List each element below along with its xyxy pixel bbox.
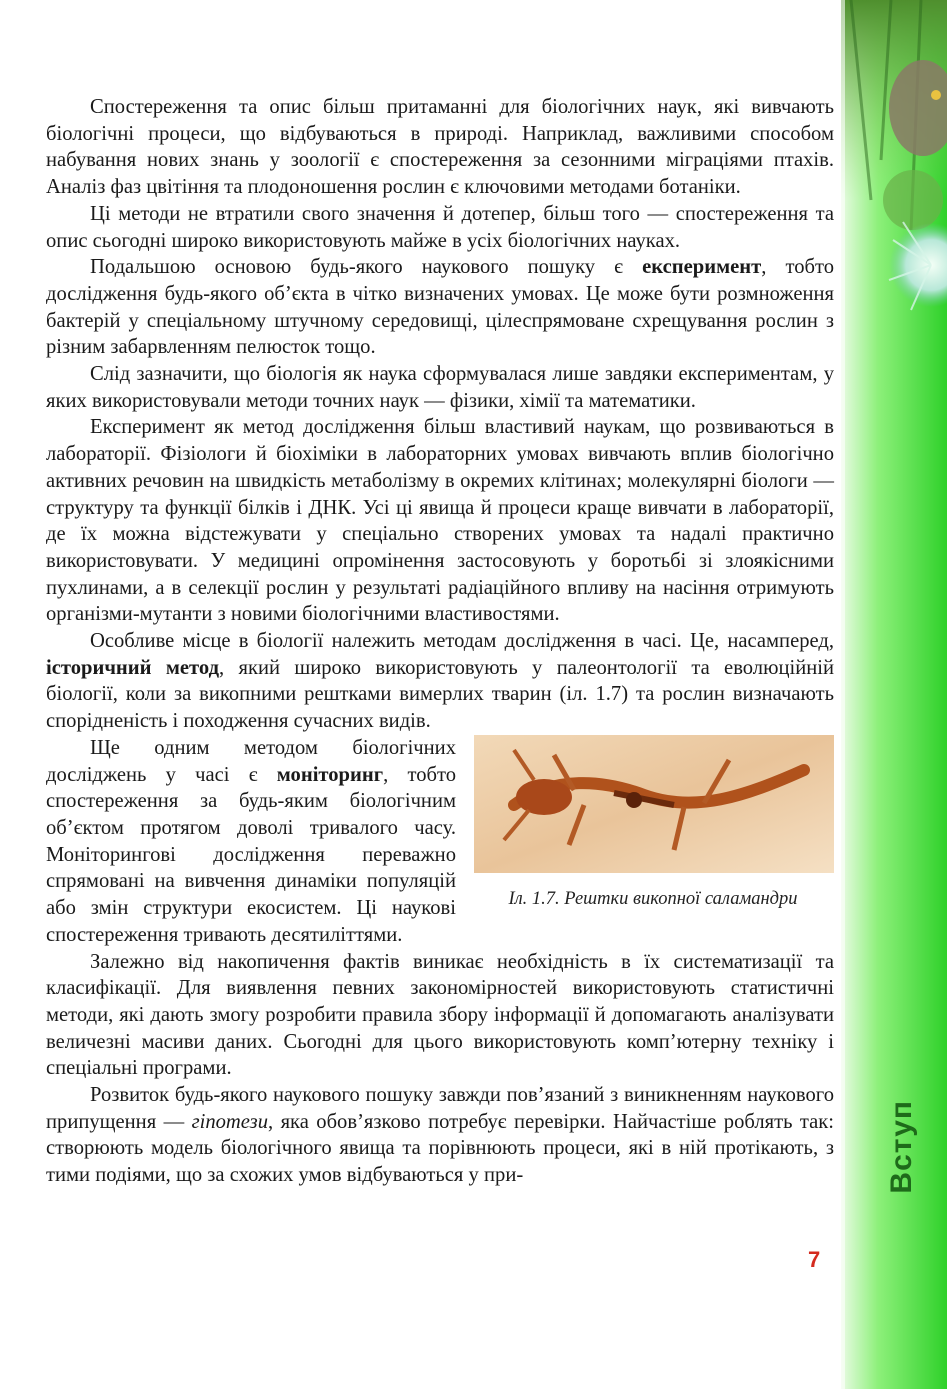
decorative-sidebar xyxy=(841,0,947,1389)
text-span: , тобто спостереження за будь-яким біологічним об’єктом протягом доволі тривалого часу. Моніторингові дослідження переважно спрямовані на вивчення динаміки популяцій або змін структури екосистем. Ці наукові спостереження тривають десятиліттями. xyxy=(46,763,456,946)
text-span: Подальшою основою будь-якого наукового пошуку є xyxy=(90,256,643,279)
paragraph-exact-sciences: Слід зазначити, що біологія як наука сформувалася лише завдяки експериментам, у яких використовували методи точних наук — фізики, хімії та математики. xyxy=(46,363,834,412)
section-label: Вступ xyxy=(885,1100,918,1194)
fossil-salamander-image xyxy=(474,735,834,873)
figure-salamander xyxy=(472,735,834,910)
paragraph-monitoring xyxy=(46,735,456,949)
text-span: Особливе місце в біології належить методам дослідження в часі. Це, насамперед, xyxy=(90,630,834,653)
text-span: , яка обов’язково потребує перевірки. Найчастіше роблять так: створюють модель біологічного явища та порівнюють процеси, які в ній протікають, з тими подіями, що за схожих умов відбуваються у при- xyxy=(46,1110,834,1187)
page-number: 7 xyxy=(808,1247,821,1272)
paragraph-observation: Спостереження та опис більш притаманні для біологічних наук, які вивчають біологічні процеси, що відбуваються в природі. Наприклад, важливими способом набування нових знань у зоології є спостереження за сезонними міграціями птахів. Аналіз фаз цвітіння та плодоношення рослин є ключовими методами ботаніки. xyxy=(46,96,834,199)
text-span: , який широко використовують у палеонтології та еволюційній біології, коли за викопними рештками вимерлих тварин (іл. 1.7) та рослин визначають спорідненість і походження сучасних видів. xyxy=(46,656,834,733)
term-hypothesis: гіпотези xyxy=(191,1110,269,1133)
text-span: Розвиток будь-якого наукового пошуку завжди пов’язаний з виникненням наукового припущення — xyxy=(46,1084,834,1133)
term-experiment: експеримент xyxy=(642,256,762,279)
paragraph-historical xyxy=(46,628,834,735)
paragraph-experiment xyxy=(46,254,834,361)
term-monitoring: моніторинг xyxy=(276,763,384,786)
text-span: Ще одним методом біологічних досліджень у часі є xyxy=(46,736,456,786)
text-span: , тобто дослідження будь-якого об’єкта в чітко визначених умовах. Це може бути розмноження бактерій у спеціальному штучному середовищі, цілеспрямоване схрещування рослин з різним забарвленням пелюсток тощо. xyxy=(46,256,834,359)
paragraph-hypothesis xyxy=(46,1082,834,1189)
figure-caption: Іл. 1.7. Рештки викопної саламандри xyxy=(508,888,798,909)
paragraph-laboratory: Експеримент як метод дослідження більш властивий наукам, що розвиваються в лабораторії. Фізіологи й біохіміки в лабораторних умовах вивчають вплив біологічно активних речовин на швидкість метаболізму в окремих клітинах; молекулярні біологи — структуру та функції білків і ДНК. Усі ці явища й процеси краще вивчати в лабораторії, де їх можна відстежувати у спеціально створених умовах та надалі практично використовувати. У медицині опромінення застосовують у боротьбі зі злоякісними пухлинами, а в селекції рослин у результаті радіаційного впливу на насіння отримують організми-мутанти з новими біологічними властивостями. xyxy=(46,416,834,626)
term-historical-method: історичний метод xyxy=(46,656,220,679)
monitoring-section xyxy=(46,735,834,949)
paragraph-statistics: Залежно від накопичення фактів виникає необхідність в їх систематизації та класифікації. Для виявлення певних закономірностей використовують статистичні методи, які дають змогу розробити правила збору інформації й допомагають аналізувати величезні масиви даних. Сьогодні для цього використовують комп’ютерну техніку і спеціальні програми. xyxy=(46,950,834,1080)
body-text xyxy=(46,94,834,1189)
paragraph-methods: Ці методи не втратили свого значення й дотепер, більш того — спостереження та опис сьогодні широко використовують майже в усіх біологічних науках. xyxy=(46,202,834,252)
